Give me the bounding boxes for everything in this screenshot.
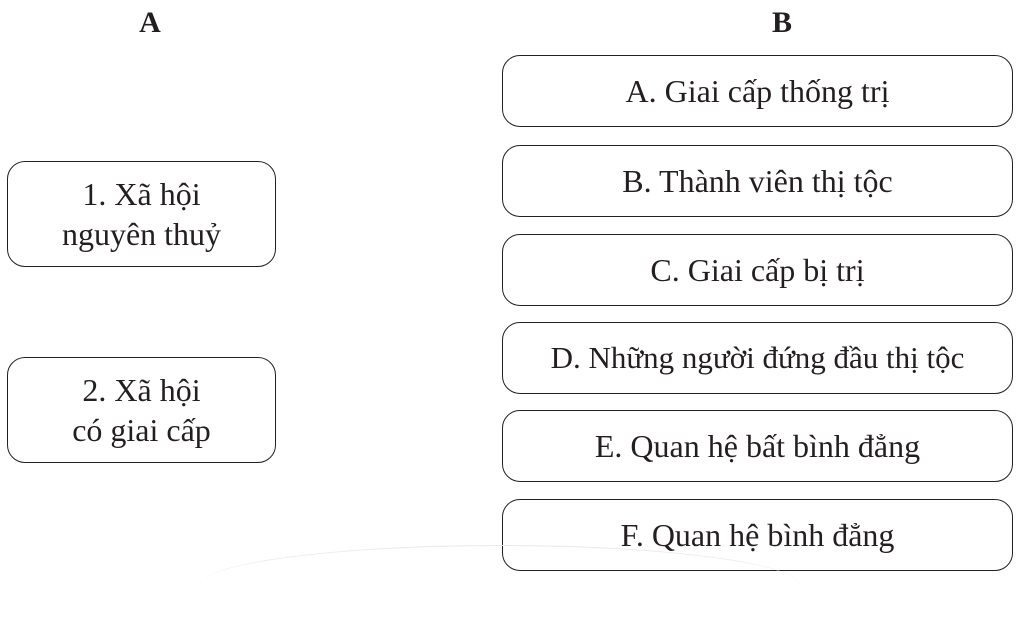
column-b-item-a-label: A. Giai cấp thống trị [625,73,890,109]
column-a-item-1-line-2: nguyên thuỷ [61,216,222,252]
column-b-item-f[interactable] [502,499,1013,571]
column-b-item-e-label: E. Quan hệ bất bình đẳng [594,428,921,464]
column-b-item-b-label: B. Thành viên thị tộc [622,163,893,199]
column-b-header: B [771,6,792,39]
column-b-item-c[interactable] [502,234,1013,306]
column-b-item-e[interactable] [502,410,1013,482]
column-b-item-f-label: F. Quan hệ bình đẳng [620,517,895,553]
column-a-item-1[interactable] [7,161,276,267]
column-b-item-d[interactable] [502,322,1013,394]
column-a-item-1-line-1: 1. Xã hội [82,176,201,212]
column-a-item-2[interactable] [7,357,276,463]
column-b-item-d-label: D. Những người đứng đầu thị tộc [550,340,965,375]
column-a-header: A [139,6,161,39]
column-a-item-2-line-2: có giai cấp [72,412,211,448]
column-b-item-a[interactable] [502,55,1013,127]
column-a-item-2-line-1: 2. Xã hội [82,372,201,408]
column-b-item-b[interactable] [502,145,1013,217]
column-b-item-c-label: C. Giai cấp bị trị [650,252,865,288]
